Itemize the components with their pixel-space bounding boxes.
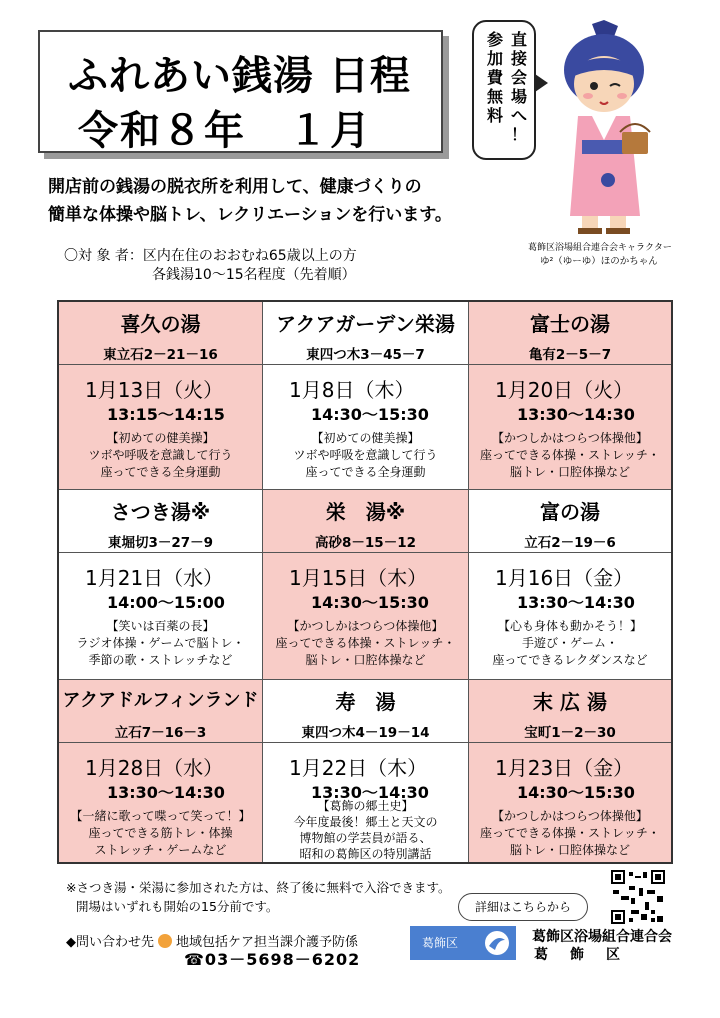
bathhouse-address: 東堀切3－27－9: [107, 535, 214, 551]
description-line: 博物館の学芸員が語る、: [299, 831, 432, 845]
session-description: [59, 430, 262, 481]
divider: [469, 552, 671, 553]
bathhouse-name: 末 広 湯: [533, 690, 607, 714]
description-line: 【一緒に歌って喋って笑って！】: [70, 809, 251, 823]
session-description: [263, 430, 468, 481]
description-line: 座ってできるレクダンスなど: [492, 653, 648, 667]
note-opening: 開場はいずれも開始の15分前です。: [76, 899, 279, 914]
bubble-char: 加: [486, 49, 503, 68]
bubble-char: 直: [510, 30, 527, 49]
session-description: [469, 808, 671, 859]
description-line: ストレッチ・ゲームなど: [94, 843, 227, 857]
target-line: 〇対 象 者：区内在住のおおむね65歳以上の方: [64, 248, 357, 264]
description-line: 【心も身体も動かそう！】: [497, 619, 642, 633]
divider: [59, 552, 262, 553]
intro-text: [48, 173, 452, 229]
divider: [263, 364, 468, 365]
divider: [263, 552, 468, 553]
mascot-character-icon: [548, 20, 660, 238]
bathhouse-address: 立石7－16－3: [114, 725, 207, 741]
description-line: 座ってできる体操・ストレッチ・: [480, 448, 660, 462]
page-title: ふれあい銭湯 日程: [68, 53, 411, 99]
session-date: 1月20日（火）: [495, 378, 634, 402]
description-line: 昭和の葛飾区の特別講話: [299, 847, 432, 861]
divider: [59, 364, 262, 365]
page-subtitle-month: 令和８年 １月: [78, 108, 372, 154]
mascot-caption-org: 葛飾区浴場組合連合会キャラクター: [528, 243, 672, 253]
target-capacity: 各銭湯10～15名程度（先着順）: [152, 267, 356, 283]
bubble-free-text: [486, 30, 504, 125]
session-date: 1月21日（水）: [85, 566, 224, 590]
schedule-cell: [263, 680, 469, 862]
schedule-cell: [469, 302, 671, 490]
bathhouse-name: 喜久の湯: [120, 312, 201, 336]
description-line: 脳トレ・口腔体操など: [509, 465, 630, 479]
description-line: 座ってできる筋トレ・体操: [88, 826, 233, 840]
schedule-cell: [59, 680, 263, 862]
title-box: [38, 30, 443, 153]
session-time: 13:30～14:30: [517, 405, 635, 424]
session-time: 14:00～15:00: [107, 593, 225, 612]
description-line: ラジオ体操・ゲームで脳トレ・: [76, 636, 245, 650]
bubble-char: 料: [486, 106, 503, 125]
bathhouse-address: 高砂8－15－12: [315, 535, 416, 551]
session-description: [59, 618, 262, 669]
description-line: 【初めての健美操】: [311, 431, 420, 445]
intro-line: 簡単な体操や脳トレ、レクリエーションを行います。: [48, 205, 452, 225]
organizer-ward: 葛飾区: [534, 947, 642, 963]
session-date: 1月22日（木）: [289, 756, 428, 780]
bathhouse-address: 亀有2－5－7: [528, 347, 612, 363]
session-date: 1月8日（木）: [289, 378, 415, 402]
description-line: 【かつしかはつらつ体操他】: [492, 431, 648, 445]
session-date: 1月13日（火）: [85, 378, 224, 402]
session-time: 13:30～14:30: [311, 783, 429, 802]
bubble-direct-text: [510, 30, 528, 144]
bathhouse-name: さつき湯※: [110, 500, 211, 524]
session-description: [469, 618, 671, 669]
session-time: 13:30～14:30: [517, 593, 635, 612]
notes: [66, 878, 450, 916]
session-time: 13:15～14:15: [107, 405, 225, 424]
divider: [469, 742, 671, 743]
description-line: 座ってできる体操・ストレッチ・: [275, 636, 456, 650]
ward-emblem-icon: [484, 930, 510, 956]
description-line: ツボや呼吸を意識して行う: [88, 448, 233, 462]
bubble-char: 会: [510, 68, 527, 87]
description-line: 手遊び・ゲーム・: [521, 636, 618, 650]
schedule-cell: [59, 490, 263, 680]
bubble-char: 参: [486, 30, 503, 49]
contact-label: ◆問い合わせ先: [66, 935, 154, 950]
speech-bubble: [472, 20, 536, 160]
organizer-association: 葛飾区浴場組合連合会: [532, 929, 672, 945]
divider: [59, 742, 262, 743]
description-line: 【初めての健美操】: [106, 431, 215, 445]
qr-code-icon[interactable]: [611, 870, 665, 924]
bubble-char: 場: [510, 87, 527, 106]
description-line: 座ってできる全身運動: [305, 465, 426, 479]
bathhouse-name: 富士の湯: [530, 312, 610, 336]
bathhouse-name: アクアドルフィンランド: [62, 690, 259, 711]
description-line: 脳トレ・口腔体操など: [305, 653, 426, 667]
session-time: 14:30～15:30: [311, 593, 429, 612]
schedule-grid: [57, 300, 673, 864]
description-line: 脳トレ・口腔体操など: [509, 843, 630, 857]
description-line: ツボや呼吸を意識して行う: [293, 448, 438, 462]
bathhouse-address: 立石2－19－6: [524, 535, 616, 551]
description-line: 【かつしかはつらつ体操他】: [492, 809, 648, 823]
bubble-char: へ: [510, 106, 527, 125]
note-bath: ※さつき湯・栄湯に参加された方は、終了後に無料で入浴できます。: [66, 880, 451, 895]
details-link[interactable]: 詳細はこちらから: [458, 893, 588, 921]
description-line: 季節の歌・ストレッチなど: [88, 653, 233, 667]
schedule-cell: [263, 490, 469, 680]
session-description: [263, 798, 468, 862]
description-line: 今年度最後！郷土と天文の: [293, 815, 438, 829]
schedule-cell: [469, 680, 671, 862]
session-date: 1月23日（金）: [495, 756, 634, 780]
description-line: 【葛飾の郷土史】: [317, 799, 414, 813]
contact-phone[interactable]: ☎03－5698－6202: [184, 950, 361, 969]
target-audience: [64, 247, 357, 285]
schedule-cell: [59, 302, 263, 490]
katsushika-logo: [410, 926, 516, 960]
divider: [469, 364, 671, 365]
organizer: [532, 928, 672, 964]
session-time: 13:30～14:30: [107, 783, 225, 802]
bathhouse-name: アクアガーデン栄湯: [276, 312, 455, 336]
bathhouse-address: 東四つ木3－45－7: [306, 347, 425, 363]
logo-text: 葛飾区: [422, 936, 459, 950]
session-date: 1月16日（金）: [495, 566, 634, 590]
session-date: 1月15日（木）: [289, 566, 428, 590]
bubble-char: 費: [486, 68, 503, 87]
intro-line: 開店前の銭湯の脱衣所を利用して、健康づくりの: [48, 177, 422, 197]
divider: [263, 742, 468, 743]
bubble-char: 接: [510, 49, 527, 68]
bubble-char: ！: [510, 125, 527, 144]
session-description: [59, 808, 262, 859]
flower-icon: [158, 934, 172, 948]
session-date: 1月28日（水）: [85, 756, 224, 780]
bathhouse-name: 富の湯: [540, 500, 600, 524]
description-line: 【笑いは百薬の長】: [106, 619, 215, 633]
bathhouse-address: 宝町1－2－30: [524, 725, 616, 741]
contact-dept: 地域包括ケア担当課介護予防係: [176, 935, 359, 950]
bathhouse-address: 東四つ木4－19－14: [301, 725, 430, 741]
bathhouse-name: 寿 湯: [335, 690, 396, 714]
description-line: 【かつしかはつらつ体操他】: [287, 619, 444, 633]
mascot-caption-name: ゆ²（ゆーゆ）ほのかちゃん: [540, 256, 658, 267]
bathhouse-address: 東立石2－21－16: [103, 347, 218, 363]
bubble-char: 無: [486, 87, 503, 106]
bathhouse-name: 栄 湯※: [325, 500, 406, 524]
session-time: 14:30～15:30: [517, 783, 635, 802]
session-time: 14:30～15:30: [311, 405, 429, 424]
session-description: [469, 430, 671, 481]
schedule-cell: [263, 302, 469, 490]
session-description: [263, 618, 468, 669]
description-line: 座ってできる体操・ストレッチ・: [480, 826, 660, 840]
description-line: 座ってできる全身運動: [100, 465, 221, 479]
schedule-cell: [469, 490, 671, 680]
